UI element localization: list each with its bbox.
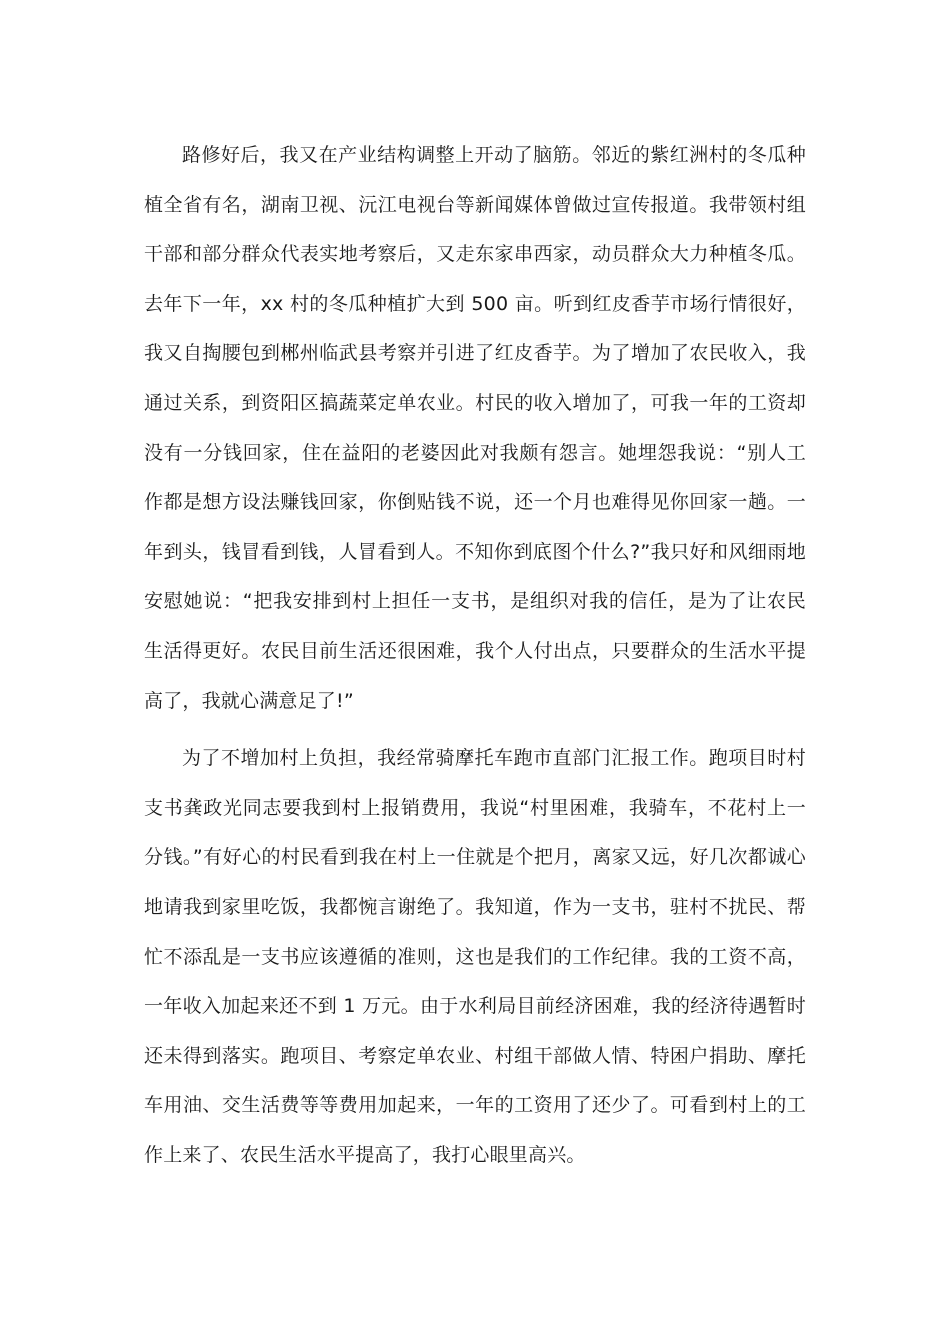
document-body [144, 131, 806, 1180]
paragraph-work-discipline: 为了不增加村上负担，我经常骑摩托车跑市直部门汇报工作。跑项目时村支书龚政光同志要我到村上报销费用，我说“村里困难，我骑车，不花村上一分钱。”有好心的村民看到我在村上一住就是个把月，离家又远，好几次都诚心地请我到家里吃饭，我都惋言谢绝了。我知道，作为一支书，驻村不扰民、帮忙不添乱是一支书应该遵循的准则，这也是我们的工作纪律。我的工资不高，一年收入加起来还不到 1 万元。由于水利局目前经济困难，我的经济待遇暂时还未得到落实。跑项目、考察定单农业、村组干部做人情、特困户捐助、摩托车用油、交生活费等等费用加起来，一年的工资用了还少了。可看到村上的工作上来了、农民生活水平提高了，我打心眼里高兴。 [144, 747, 806, 1166]
paragraph-industry-adjustment: 路修好后，我又在产业结构调整上开动了脑筋。邻近的紫红洲村的冬瓜种植全省有名，湖南卫视、沅江电视台等新闻媒体曾做过宣传报道。我带领村组干部和部分群众代表实地考察后，又走东家串西家，动员群众大力种植冬瓜。去年下一年，xx 村的冬瓜种植扩大到 500 亩。听到红皮香芋市场行情很好，我又自掏腰包到郴州临武县考察并引进了红皮香芋。为了增加了农民收入，我通过关系，到资阳区搞蔬菜定单农业。村民的收入增加了，可我一年的工资却没有一分钱回家，住在益阳的老婆因此对我颇有怨言。她埋怨我说：“别人工作都是想方设法赚钱回家，你倒贴钱不说，还一个月也难得见你回家一趟。一年到头，钱冒看到钱，人冒看到人。不知你到底图个什么?”我只好和风细雨地安慰她说：“把我安排到村上担任一支书，是组织对我的信任，是为了让农民生活得更好。农民目前生活还很困难，我个人付出点，只要群众的生活水平提高了，我就心满意足了!” [144, 144, 806, 712]
